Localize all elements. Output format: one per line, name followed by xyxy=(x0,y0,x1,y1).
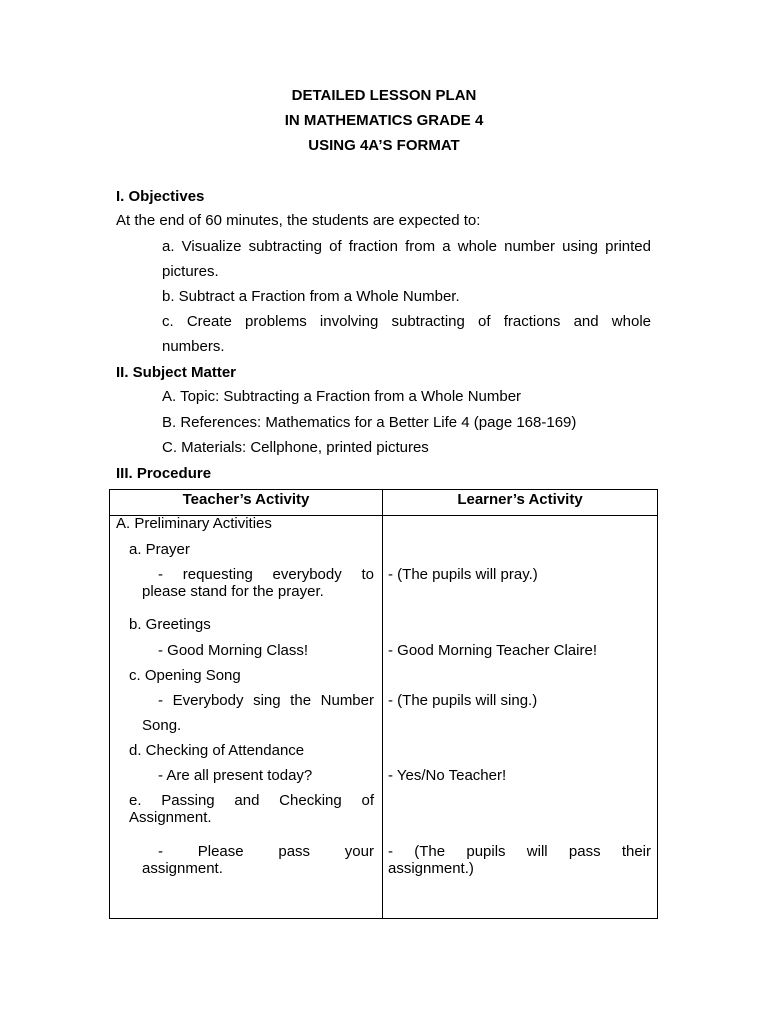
teacher-activity-header: Teacher’s Activity xyxy=(182,491,310,508)
table-column-divider xyxy=(382,490,383,918)
prayer-teacher-line1: - requesting everybody to xyxy=(158,566,374,583)
opening-song-learner: - (The pupils will sing.) xyxy=(388,692,538,709)
assignment-teacher-line2: assignment. xyxy=(142,860,223,877)
attendance-label: d. Checking of Attendance xyxy=(129,742,305,759)
objectives-heading: I. Objectives xyxy=(116,188,205,205)
assignment-label-line1: e. Passing and Checking of xyxy=(129,792,374,809)
greetings-learner: - Good Morning Teacher Claire! xyxy=(388,642,597,659)
title-line-1: DETAILED LESSON PLAN xyxy=(291,87,477,104)
prayer-learner: - (The pupils will pray.) xyxy=(388,566,538,583)
objective-c-cont: numbers. xyxy=(162,338,225,355)
assignment-teacher-line1: - Please pass your xyxy=(158,843,374,860)
objective-a-cont: pictures. xyxy=(162,263,219,280)
subject-materials: C. Materials: Cellphone, printed pictures xyxy=(162,439,429,456)
subject-matter-heading: II. Subject Matter xyxy=(116,364,237,381)
greetings-label: b. Greetings xyxy=(129,616,211,633)
assignment-label-line2: Assignment. xyxy=(129,809,212,826)
title-line-3: USING 4A’S FORMAT xyxy=(308,137,460,154)
attendance-teacher: - Are all present today? xyxy=(158,767,313,784)
opening-song-teacher-line1: - Everybody sing the Number xyxy=(158,692,374,709)
objective-b: b. Subtract a Fraction from a Whole Number. xyxy=(162,288,460,305)
assignment-learner-line2: assignment.) xyxy=(388,860,474,877)
opening-song-teacher-line2: Song. xyxy=(142,717,182,734)
preliminary-activities-label: A. Preliminary Activities xyxy=(116,515,272,532)
attendance-learner: - Yes/No Teacher! xyxy=(388,767,507,784)
subject-topic: A. Topic: Subtracting a Fraction from a Whole Number xyxy=(162,388,522,405)
title-line-2: IN MATHEMATICS GRADE 4 xyxy=(284,112,484,129)
objectives-intro: At the end of 60 minutes, the students are expected to: xyxy=(116,212,481,229)
objective-a: a. Visualize subtracting of fraction from a whole number using printed xyxy=(162,238,651,255)
opening-song-label: c. Opening Song xyxy=(129,667,241,684)
learner-activity-header: Learner’s Activity xyxy=(457,491,583,508)
greetings-teacher: - Good Morning Class! xyxy=(158,642,309,659)
assignment-learner-line1: - (The pupils will pass their xyxy=(388,843,651,860)
prayer-teacher-line2: please stand for the prayer. xyxy=(142,583,324,600)
subject-references: B. References: Mathematics for a Better Life 4 (page 168-169) xyxy=(162,414,577,431)
procedure-table xyxy=(109,489,658,919)
prayer-label: a. Prayer xyxy=(129,541,190,558)
procedure-heading: III. Procedure xyxy=(116,465,212,482)
objective-c: c. Create problems involving subtracting of fractions and whole xyxy=(162,313,651,330)
